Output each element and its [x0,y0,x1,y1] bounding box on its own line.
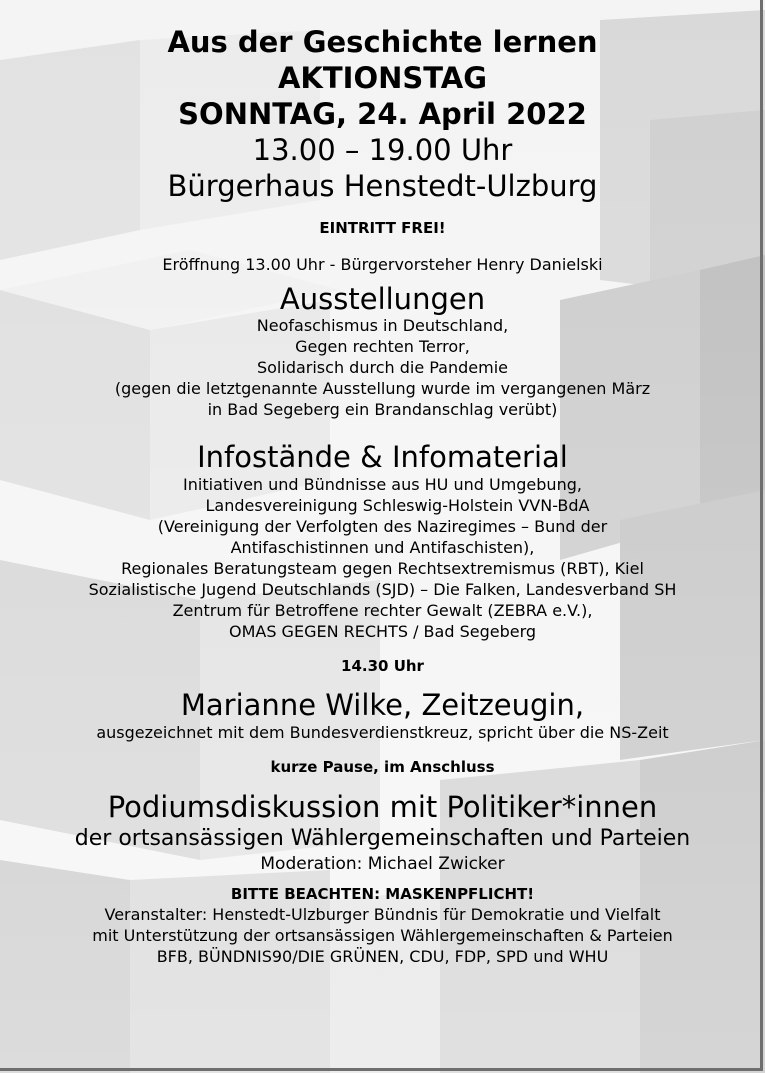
pause-text: kurze Pause, im Anschluss [270,758,495,776]
exhibition-note: in Bad Segeberg ein Brandanschlag verübt) [207,400,558,419]
info-line: Landesvereinigung Schleswig-Holstein VVN-BdA [205,496,590,515]
exhibition-line: Neofaschismus in Deutschland, [256,316,509,335]
info-line: (Vereinigung der Verfolgten des Naziregimes – Bund der [157,517,608,536]
talk-time: 14.30 Uhr [341,657,424,675]
organizer-parties: BFB, BÜNDNIS90/DIE GRÜNEN, CDU, FDP, SPD und WHU [156,947,609,966]
exhibition-note: (gegen die letztgenannte Ausstellung wurde im vergangenen März [114,379,651,398]
opening-text: Eröffnung 13.00 Uhr - Bürgervorsteher Henry Danielski [162,255,603,274]
talk-speaker: Marianne Wilke, Zeitzeugin, [180,688,585,722]
organizer-line: Veranstalter: Henstedt-Ulzburger Bündnis für Demokratie und Vielfalt [104,905,661,924]
info-line: Sozialistische Jugend Deutschlands (SJD) – Die Falken, Landesverband SH [88,580,677,599]
talk-description: ausgezeichnet mit dem Bundesverdienstkreuz, spricht über die NS-Zeit [96,723,669,742]
exhibition-line: Gegen rechten Terror, [295,337,470,356]
info-line: Antifaschistinnen und Antifaschisten), [230,538,535,557]
admission-text: EINTRITT FREI! [319,219,446,237]
panel-heading: Podiumsdiskussion mit Politiker*innen [107,790,658,824]
info-line: OMAS GEGEN RECHTS / Bad Segeberg [228,622,537,641]
exhibition-line: Solidarisch durch die Pandemie [256,358,508,377]
organizer-line: mit Unterstützung der ortsansässigen Wählergemeinschaften & Parteien [92,926,673,945]
info-line: Zentrum für Betroffene rechter Gewalt (ZEBRA e.V.), [172,601,593,620]
event-time: 13.00 – 19.00 Uhr [252,133,513,167]
title-line-1: Aus der Geschichte lernen [167,25,598,59]
event-venue: Bürgerhaus Henstedt-Ulzburg [167,169,598,203]
info-heading: Infostände & Infomaterial [197,440,568,474]
panel-subheading: der ortsansässigen Wählergemeinschaften und Parteien [74,826,691,851]
event-date: SONNTAG, 24. April 2022 [178,97,587,131]
title-line-2: AKTIONSTAG [277,61,488,95]
info-line: Initiativen und Bündnisse aus HU und Umgebung, [183,475,582,494]
panel-moderation: Moderation: Michael Zwicker [260,854,505,874]
info-line: Regionales Beratungsteam gegen Rechtsextremismus (RBT), Kiel [121,559,644,578]
exhibitions-heading: Ausstellungen [279,282,486,316]
mask-notice: BITTE BEACHTEN: MASKENPFLICHT! [230,885,535,903]
